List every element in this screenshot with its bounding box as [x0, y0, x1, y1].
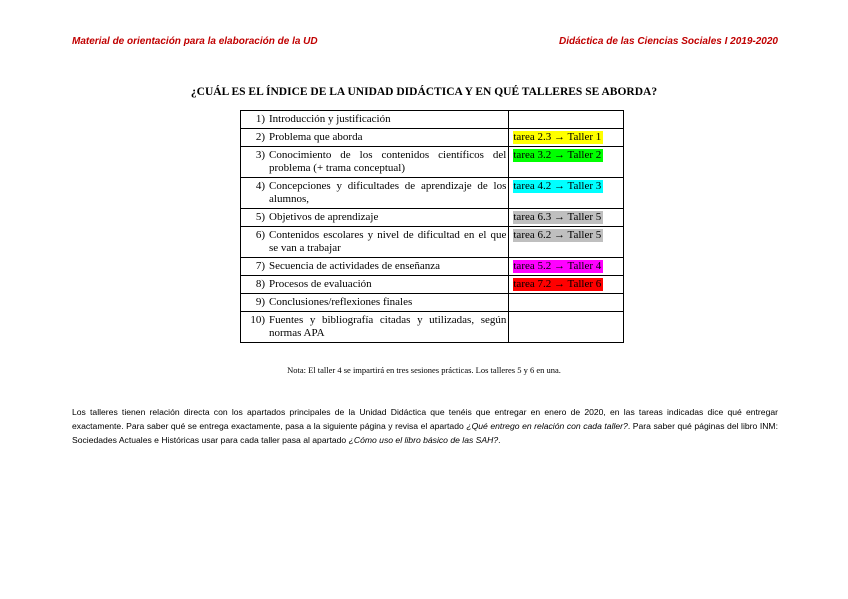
table-row [241, 178, 624, 209]
index-item-text: Problema que aborda [269, 131, 363, 143]
index-item-text: Procesos de evaluación [269, 278, 372, 290]
paragraph-text-2: . Para saber qué páginas del libro INM: Sociedades Actuales e Históricas usar para cada taller pasa al apartado [72, 421, 778, 445]
task-highlight: tarea 7.2 → Taller 6 [513, 278, 602, 290]
paragraph-italic-1: ¿Qué entrego en relación con cada taller? [466, 421, 628, 431]
task-cell [509, 111, 624, 129]
index-item-cell [241, 147, 509, 178]
table-row [241, 276, 624, 294]
task-highlight: tarea 2.3 → Taller 1 [513, 131, 602, 143]
index-item-number: 4) [255, 180, 265, 192]
index-item-text: Secuencia de actividades de enseñanza [269, 260, 441, 272]
index-item-number: 9) [255, 296, 265, 308]
task-highlight: tarea 4.2 → Taller 3 [513, 180, 602, 192]
task-cell [509, 276, 624, 294]
index-item-cell [241, 294, 509, 312]
index-item-number: 5) [255, 211, 265, 223]
index-item-number: 2) [255, 131, 265, 143]
task-cell [509, 258, 624, 276]
index-item-cell [241, 209, 509, 227]
page-title: ¿CUÁL ES EL ÍNDICE DE LA UNIDAD DIDÁCTICA Y EN QUÉ TALLERES SE ABORDA? [190, 86, 658, 98]
table-note: Nota: El taller 4 se impartirá en tres sesiones prácticas. Los talleres 5 y 6 en una. [287, 365, 561, 375]
task-cell [509, 129, 624, 147]
table-row [241, 111, 624, 129]
table-row [241, 258, 624, 276]
task-highlight: tarea 5.2 → Taller 4 [513, 260, 602, 272]
table-row [241, 294, 624, 312]
task-cell [509, 227, 624, 258]
paragraph-text-1: Los talleres tienen relación directa con los apartados principales de la Unidad Didáctica que tenéis que entregar en enero de 2020, en las tareas indicadas dice qué entregar exactamente. Para saber qué se entrega exactamente, pasa a la siguiente página y revisa el apartado [72, 407, 778, 431]
task-cell [509, 209, 624, 227]
index-item-text: Objetivos de aprendizaje [269, 211, 379, 223]
table-row [241, 312, 624, 343]
task-highlight: tarea 6.2 → Taller 5 [513, 229, 602, 241]
table-row [241, 147, 624, 178]
task-cell [509, 294, 624, 312]
task-highlight: tarea 3.2 → Taller 2 [513, 149, 602, 161]
header-left: Material de orientación para la elaboración de la UD [72, 36, 318, 47]
index-item-text: Concepciones y dificultades de aprendizaje de los alumnos, [269, 180, 507, 205]
index-item-number: 7) [255, 260, 265, 272]
index-item-cell [241, 312, 509, 343]
index-item-number: 3) [255, 149, 265, 161]
task-cell [509, 178, 624, 209]
index-item-text: Contenidos escolares y nivel de dificultad en el que se van a trabajar [269, 229, 507, 254]
index-item-text: Conocimiento de los contenidos científicos del problema (+ trama conceptual) [269, 149, 507, 174]
task-highlight: tarea 6.3 → Taller 5 [513, 211, 602, 223]
index-item-cell [241, 258, 509, 276]
table-row [241, 227, 624, 258]
table-row [241, 129, 624, 147]
index-item-cell [241, 227, 509, 258]
task-cell [509, 147, 624, 178]
index-item-number: 1) [255, 113, 265, 125]
index-item-cell [241, 276, 509, 294]
index-table [240, 110, 624, 343]
task-cell [509, 312, 624, 343]
paragraph-italic-2: ¿Cómo uso el libro básico de las SAH? [348, 435, 499, 445]
index-item-number: 10) [250, 314, 265, 326]
index-item-cell [241, 178, 509, 209]
index-item-cell [241, 129, 509, 147]
index-item-text: Conclusiones/reflexiones finales [269, 296, 413, 308]
index-item-text: Fuentes y bibliografía citadas y utilizadas, según normas APA [269, 314, 507, 339]
paragraph-text-3: . [498, 435, 501, 445]
page-header [72, 36, 778, 50]
header-right: Didáctica de las Ciencias Sociales I 2019-2020 [558, 36, 778, 47]
explanation-paragraph [72, 405, 778, 447]
index-item-cell [241, 111, 509, 129]
index-item-text: Introducción y justificación [269, 113, 391, 125]
table-row [241, 209, 624, 227]
index-item-number: 6) [255, 229, 265, 241]
index-item-number: 8) [255, 278, 265, 290]
